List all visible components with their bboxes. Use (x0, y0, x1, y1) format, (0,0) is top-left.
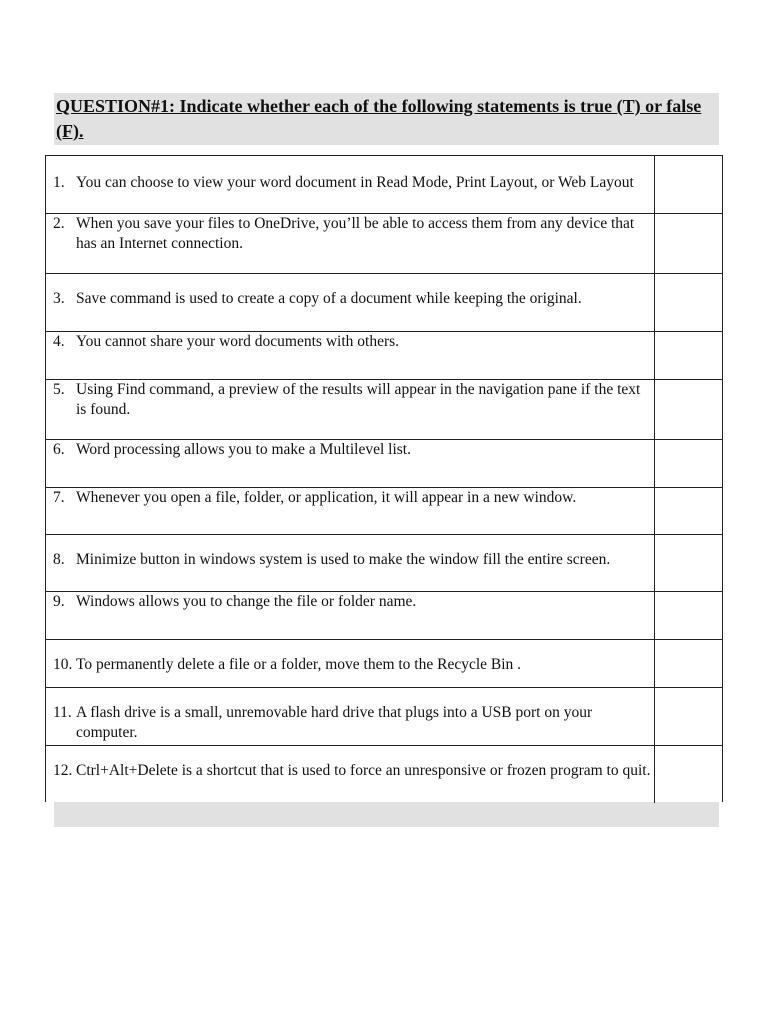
bottom-shaded-band (54, 801, 719, 827)
answer-cell[interactable] (654, 535, 722, 591)
question-statement: Ctrl+Alt+Delete is a shortcut that is used to force an unresponsive or frozen program to quit. (76, 762, 651, 779)
table-row (46, 274, 722, 332)
question-number: 7. (53, 489, 65, 506)
question-statement: Word processing allows you to make a Multilevel list. (76, 441, 411, 458)
answer-cell[interactable] (654, 440, 722, 487)
question-number: 3. (53, 290, 65, 307)
question-number: 10. (53, 656, 73, 673)
question-number: 2. (53, 215, 65, 232)
question-number: 5. (53, 381, 65, 398)
question-number: 6. (53, 441, 65, 458)
question-number: 1. (53, 174, 65, 191)
table-row (46, 535, 722, 592)
question-number: 9. (53, 593, 65, 610)
table-row (46, 440, 722, 488)
table-row (46, 488, 722, 535)
answer-cell[interactable] (654, 488, 722, 534)
question-number: 4. (53, 333, 65, 350)
table-row (46, 332, 722, 380)
answer-cell[interactable] (654, 274, 722, 331)
question-number: 11. (53, 704, 72, 721)
question-statement: To permanently delete a file or a folder, move them to the Recycle Bin . (76, 656, 522, 673)
table-row (46, 380, 722, 440)
question-statement: You can choose to view your word document in Read Mode, Print Layout, or Web Layout (76, 174, 634, 191)
answer-cell[interactable] (654, 380, 722, 439)
table-row (46, 746, 722, 803)
answer-cell[interactable] (654, 688, 722, 745)
question-statement: When you save your files to OneDrive, you’ll be able to access them from any device that has an Internet connection. (76, 215, 635, 252)
question-statement: You cannot share your word documents with others. (76, 333, 400, 350)
table-row (46, 156, 722, 214)
question-statement: A flash drive is a small, unremovable hard drive that plugs into a USB port on your computer. (76, 704, 593, 741)
answer-cell[interactable] (654, 214, 722, 273)
question-statement: Save command is used to create a copy of a document while keeping the original. (76, 290, 582, 307)
table-row (46, 640, 722, 688)
question-statement: Minimize button in windows system is used to make the window fill the entire screen. (76, 551, 611, 568)
answer-cell[interactable] (654, 640, 722, 687)
question-statement: Windows allows you to change the file or folder name. (76, 593, 417, 610)
table-row (46, 214, 722, 274)
answer-cell[interactable] (654, 592, 722, 639)
question-heading: QUESTION#1: Indicate whether each of the following statements is true (T) or false (F). (56, 96, 702, 141)
table-row (46, 688, 722, 746)
question-statement: Using Find command, a preview of the results will appear in the navigation pane if the text is found. (76, 381, 641, 418)
question-number: 12. (53, 762, 73, 779)
question-number: 8. (53, 551, 65, 568)
answer-cell[interactable] (654, 746, 722, 803)
answer-cell[interactable] (654, 156, 722, 213)
answer-cell[interactable] (654, 332, 722, 379)
table-row (46, 592, 722, 640)
true-false-table (45, 155, 723, 802)
question-statement: Whenever you open a file, folder, or application, it will appear in a new window. (76, 489, 577, 506)
